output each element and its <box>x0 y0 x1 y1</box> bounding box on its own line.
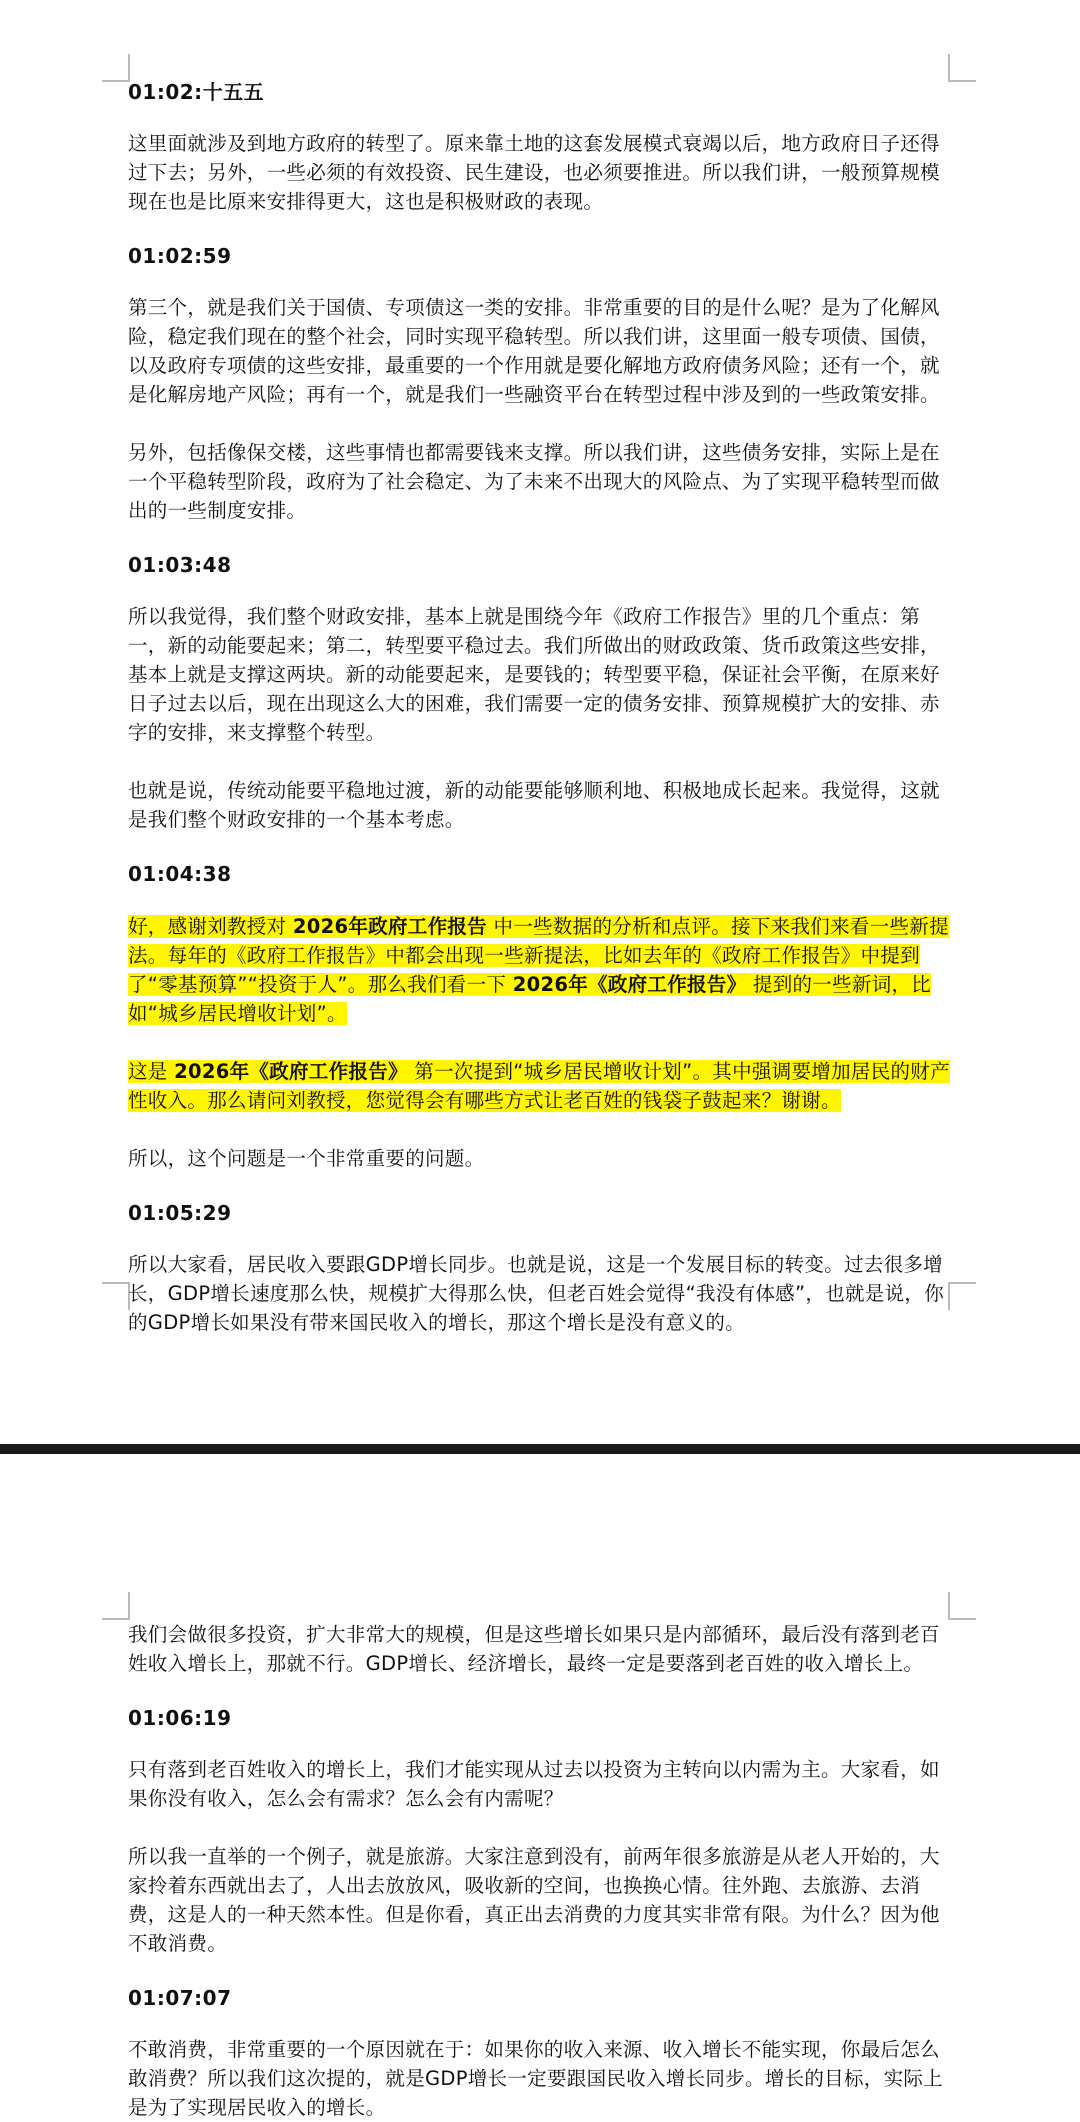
bold-highlighted-text: 2026年《政府工作报告》 <box>174 1060 408 1083</box>
timestamp: 01:07:07 <box>128 1986 232 2010</box>
crop-mark-top-left <box>102 1592 130 1620</box>
paragraph: 也就是说，传统动能要平稳地过渡，新的动能要能够顺利地、积极地成长起来。我觉得，这就是我们整个财政安排的一个基本考虑。 <box>128 779 940 831</box>
crop-mark-top-right <box>948 1592 976 1620</box>
paragraph: 这里面就涉及到地方政府的转型了。原来靠土地的这套发展模式衰竭以后，地方政府日子还得过下去；另外，一些必须的有效投资、民生建设，也必须要推进。所以我们讲，一般预算规模现在也是比原来安排得更大，这也是积极财政的表现。 <box>128 132 940 213</box>
paragraph: 所以大家看，居民收入要跟GDP增长同步。也就是说，这是一个发展目标的转变。过去很多增长，GDP增长速度那么快，规模扩大得那么快，但老百姓会觉得“我没有体感”，也就是说，你的GDP增长如果没有带来国民收入的增长，那这个增长是没有意义的。 <box>128 1253 944 1334</box>
highlighted-text: 中一些数据的分析和点评。接下来我们来看一些新提法。每年的《政府工作报告》中都会出现一些新提法，比如去年的《政府工作报告》中提到了“零基预算”“投资于人”。那么我们看一下 <box>128 915 949 996</box>
page-1-body <box>128 78 950 1337</box>
timestamp: 01:04:38 <box>128 862 232 886</box>
timestamp: 01:05:29 <box>128 1201 232 1225</box>
timestamp: 01:02:59 <box>128 244 232 268</box>
timestamp: 01:03:48 <box>128 553 232 577</box>
page-2-body <box>128 1620 950 2122</box>
paragraph: 只有落到老百姓收入的增长上，我们才能实现从过去以投资为主转向以内需为主。大家看，如果你没有收入，怎么会有需求？怎么会有内需呢？ <box>128 1758 940 1810</box>
crop-mark-bottom-left <box>102 1282 130 1310</box>
highlighted-paragraph <box>128 912 950 1028</box>
paragraph: 第三个，就是我们关于国债、专项债这一类的安排。非常重要的目的是什么呢？是为了化解风险，稳定我们现在的整个社会，同时实现平稳转型。所以我们讲，这里面一般专项债、国债，以及政府专项债的这些安排，最重要的一个作用就是要化解地方政府债务风险；还有一个，就是化解房地产风险；再有一个，就是我们一些融资平台在转型过程中涉及到的一些政策安排。 <box>128 296 940 406</box>
paragraph: 所以，这个问题是一个非常重要的问题。 <box>128 1147 485 1170</box>
paragraph: 所以我觉得，我们整个财政安排，基本上就是围绕今年《政府工作报告》里的几个重点：第一，新的动能要起来；第二，转型要平稳过去。我们所做出的财政政策、货币政策这些安排，基本上就是支撑这两块。新的动能要起来，是要钱的；转型要平稳，保证社会平衡，在原来好日子过去以后，现在出现这么大的困难，我们需要一定的债务安排、预算规模扩大的安排、赤字的安排，来支撑整个转型。 <box>128 605 940 744</box>
bold-highlighted-text: 2026年政府工作报告 <box>292 915 487 938</box>
paragraph: 所以我一直举的一个例子，就是旅游。大家注意到没有，前两年很多旅游是从老人开始的，大家拎着东西就出去了，人出去放放风，吸收新的空间，也换换心情。往外跑、去旅游、去消费，这是人的一种天然本性。但是你看，真正出去消费的力度其实非常有限。为什么？因为他不敢消费。 <box>128 1845 940 1955</box>
timestamp: 01:06:19 <box>128 1706 232 1730</box>
highlighted-text: 提到的一些新词，比如“城乡居民增收计划”。 <box>128 973 932 1025</box>
highlighted-paragraph <box>128 1057 950 1115</box>
document-page-2 <box>0 1460 1080 2119</box>
highlighted-text: 好，感谢刘教授对 <box>128 915 293 938</box>
highlighted-text: 这是 <box>128 1060 175 1083</box>
highlighted-text: 第一次提到“城乡居民增收计划”。其中强调要增加居民的财产性收入。那么请问刘教授，您觉得会有哪些方式让老百姓的钱袋子鼓起来？谢谢。 <box>128 1060 950 1112</box>
paragraph: 我们会做很多投资，扩大非常大的规模，但是这些增长如果只是内部循环，最后没有落到老百姓收入增长上，那就不行。GDP增长、经济增长，最终一定是要落到老百姓的收入增长上。 <box>128 1623 940 1675</box>
crop-mark-top-left <box>102 54 130 82</box>
paragraph: 另外，包括像保交楼，这些事情也都需要钱来支撑。所以我们讲，这些债务安排，实际上是在一个平稳转型阶段，政府为了社会稳定、为了未来不出现大的风险点、为了实现平稳转型而做出的一些制度安排。 <box>128 441 940 522</box>
crop-mark-bottom-right <box>948 1282 976 1310</box>
paragraph: 不敢消费，非常重要的一个原因就在于：如果你的收入来源、收入增长不能实现，你最后怎么敢消费？所以我们这次提的，就是GDP增长一定要跟国民收入增长同步。增长的目标，实际上是为了实现居民收入的增长。 <box>128 2038 943 2119</box>
crop-mark-top-right <box>948 54 976 82</box>
page-separator <box>0 1444 1080 1454</box>
bold-highlighted-text: 2026年《政府工作报告》 <box>512 973 747 996</box>
timestamp: 01:02:十五五 <box>128 80 265 104</box>
